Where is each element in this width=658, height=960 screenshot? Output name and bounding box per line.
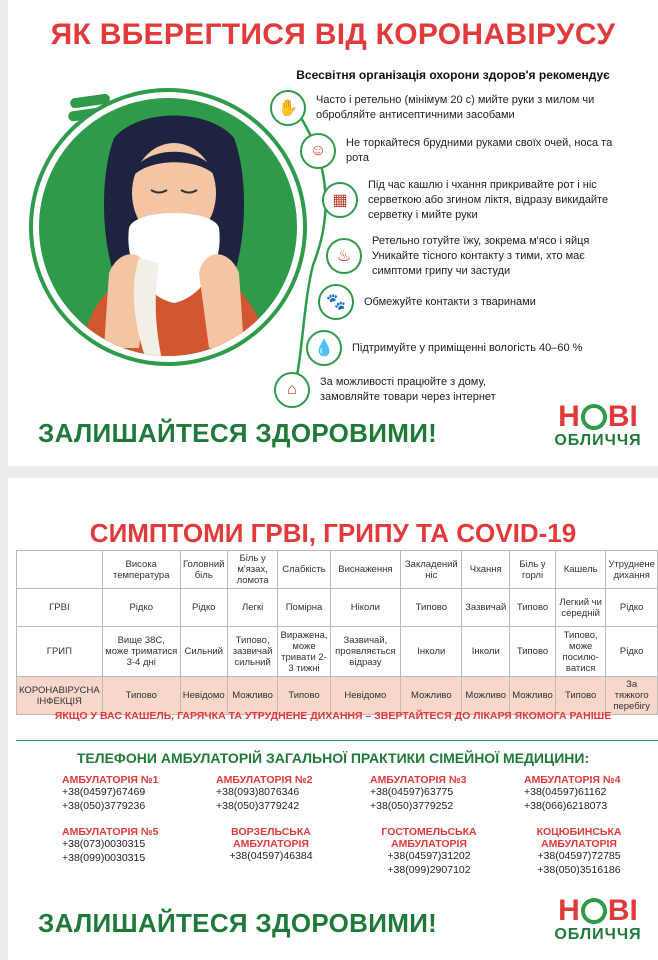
clinic-2: [216, 774, 366, 813]
table-cell: Рідко: [102, 589, 180, 627]
clinic-4: [524, 774, 658, 813]
table-cell: Типово: [510, 589, 556, 627]
clinic-name: КОЦЮБИНСЬКА АМБУЛАТОРІЯ: [536, 826, 622, 850]
tip-text: Підтримуйте у приміщенні вологість 40–60 %: [352, 341, 583, 354]
logo-subtext: ОБЛИЧЧЯ: [554, 926, 642, 943]
table-cell: Рідко: [180, 589, 227, 627]
tip-text: Не торкайтеся брудними руками своїх очей, носа та рота: [346, 137, 613, 164]
table-cell: Зазвичай, проявляється відразу: [330, 627, 401, 677]
symptoms-table: [16, 550, 658, 715]
animal-icon: 🐾: [318, 284, 354, 320]
table-header-cell: Біль у м'язах, ломота: [227, 551, 278, 589]
table-cell: Інколи: [401, 627, 462, 677]
table-header-cell: Слабкість: [278, 551, 330, 589]
tip-hand-washing: [270, 90, 640, 126]
table-header-row: [17, 551, 658, 589]
clinic-phone: +38(04597)67469: [62, 786, 146, 798]
table-header-cell: Утруднене дихання: [606, 551, 658, 589]
clinic-name: ГОСТОМЕЛЬСЬКА АМБУЛАТОРІЯ: [381, 826, 477, 850]
clinic-name: АМБУЛАТОРІЯ №4: [524, 774, 621, 786]
clinic-phone: +38(04597)72785: [537, 850, 621, 862]
table-cell: Типово, може посилю-ватися: [555, 627, 605, 677]
clinic-phone: +38(093)8076346: [216, 786, 300, 798]
clinic-1: [62, 774, 212, 813]
table-cell: Невідомо: [180, 677, 227, 715]
table-cell: Типово: [510, 627, 556, 677]
clinic-phone: +38(050)3516186: [537, 863, 621, 876]
clinic-phone: +38(04597)61162: [524, 786, 607, 798]
logo-letter: Н: [558, 400, 580, 433]
table-cell: Легкі: [227, 589, 278, 627]
clinic-hostomel: [354, 826, 504, 877]
table-cell: Рідко: [606, 627, 658, 677]
table-cell: Інколи: [462, 627, 510, 677]
table-cell: Можливо: [401, 677, 462, 715]
slogan: ЗАЛИШАЙТЕСЯ ЗДОРОВИМИ!: [38, 418, 438, 448]
row-label: ГРИП: [17, 627, 103, 677]
table-cell: Типово: [102, 677, 180, 715]
table-cell: Помірна: [278, 589, 330, 627]
logo-ring-icon: [581, 898, 607, 924]
slogan: ЗАЛИШАЙТЕСЯ ЗДОРОВИМИ!: [38, 908, 438, 938]
table-cell: Типово, зазвичай сильний: [227, 627, 278, 677]
poster-title: ЯК ВБЕРЕГТИСЯ ВІД КОРОНАВІРУСУ: [50, 18, 616, 51]
clinic-phone: +38(099)0030315: [62, 851, 146, 864]
table-cell: Типово: [555, 677, 605, 715]
row-label: ГРВІ: [17, 589, 103, 627]
table-cell: Можливо: [462, 677, 510, 715]
tip-text: Під час кашлю і чхання прикривайте рот і ніс серветкою або згином ліктя, відразу викидайте серветку і мийте руки: [368, 179, 609, 221]
table-header-cell: Закладений ніс: [401, 551, 462, 589]
sneezing-woman-illustration: [33, 92, 303, 362]
doctor-warning: ЯКЩО У ВАС КАШЕЛЬ, ГАРЯЧКА ТА УТРУДНЕНЕ ДИХАННЯ – ЗВЕРТАЙТЕСЯ ДО ЛІКАРЯ ЯКОМОГА РАНІШЕ: [54, 710, 612, 722]
clinic-phone: +38(066)6218073: [524, 799, 608, 812]
table-header-cell: Висока температура: [102, 551, 180, 589]
table-row-grvi: [17, 589, 658, 627]
tip-cover-cough: [322, 178, 658, 223]
clinic-phone: +38(050)3779236: [62, 799, 146, 812]
clinic-name: ВОРЗЕЛЬСЬКА АМБУЛАТОРІЯ: [231, 826, 311, 850]
symptoms-title: СИМПТОМИ ГРВІ, ГРИПУ ТА COVID-19: [89, 518, 577, 548]
clinic-phone: +38(073)0030315: [62, 838, 146, 850]
novi-oblychchia-logo: [548, 402, 648, 450]
tip-cook-food: [326, 234, 658, 279]
table-cell: Вище 38С, може триматися 3-4 дні: [102, 627, 180, 677]
logo-ring-icon: [581, 404, 607, 430]
house-icon: ⌂: [274, 372, 310, 408]
divider: [16, 740, 658, 741]
face-icon: ☺: [300, 133, 336, 169]
logo-subtext: ОБЛИЧЧЯ: [554, 432, 642, 449]
clinic-3: [370, 774, 520, 813]
table-cell: Рідко: [606, 589, 658, 627]
clinic-vorzel: [196, 826, 346, 864]
tissue-icon: ▦: [322, 182, 358, 218]
table-header-cell: Біль у горлі: [510, 551, 556, 589]
clinic-name: АМБУЛАТОРІЯ №5: [62, 826, 159, 838]
symptoms-poster: [8, 478, 658, 960]
tip-text: Ретельно готуйте їжу, зокрема м'ясо і яйця Уникайте тісного контакту з тими, хто має симптоми грипу чи застуди: [372, 235, 590, 277]
woman-illustration: [39, 98, 303, 362]
table-cell: Зазвичай: [462, 589, 510, 627]
clinic-name: АМБУЛАТОРІЯ №3: [370, 774, 467, 786]
table-row-covid: [17, 677, 658, 715]
table-cell: Можливо: [227, 677, 278, 715]
tip-no-face-touch: [300, 133, 658, 169]
table-cell: Типово: [278, 677, 330, 715]
clinic-phone: +38(050)3779242: [216, 799, 300, 812]
tip-text: Часто і ретельно (мінімум 20 с) мийте руки з милом чи обробляйте антисептичними засобами: [316, 94, 595, 121]
clinic-phone: +38(04597)63775: [370, 786, 454, 798]
clinic-name: АМБУЛАТОРІЯ №2: [216, 774, 313, 786]
clinic-phone: +38(04597)46384: [229, 850, 313, 862]
row-label: КОРОНАВІРУСНА ІНФЕКЦІЯ: [17, 677, 103, 715]
water-drops-icon: 💧: [306, 330, 342, 366]
logo-letters: ВІ: [607, 400, 638, 433]
table-cell: Легкий чи середній: [555, 589, 605, 627]
hand-wash-icon: ✋: [270, 90, 306, 126]
clinic-phone: +38(099)2907102: [387, 863, 471, 876]
phones-title: ТЕЛЕФОНИ АМБУЛАТОРІЙ ЗАГАЛЬНОЇ ПРАКТИКИ СІМЕЙНОЇ МЕДИЦИНИ:: [76, 750, 590, 766]
logo-letter: Н: [558, 894, 580, 927]
tip-text: За можливості працюйте з дому, замовляйте товари через інтернет: [320, 376, 496, 403]
table-cell: Невідомо: [330, 677, 401, 715]
clinic-phone: +38(04597)31202: [387, 850, 471, 862]
prevention-poster: [8, 0, 658, 466]
logo-letters: ВІ: [607, 894, 638, 927]
table-header-cell: Виснаження: [330, 551, 401, 589]
table-cell: За тяжкого перебігу: [606, 677, 658, 715]
clinic-kotsiubynske: [504, 826, 654, 877]
clinic-name: АМБУЛАТОРІЯ №1: [62, 774, 159, 786]
novi-oblychchia-logo: [548, 896, 648, 944]
poster-subtitle: Всесвітня організація охорони здоров'я рекомендує: [296, 68, 610, 82]
tip-text: Обмежуйте контакти з тваринами: [364, 295, 536, 308]
clinic-phone: +38(050)3779252: [370, 799, 454, 812]
table-cell: Сильний: [180, 627, 227, 677]
tip-limit-animals: [318, 284, 658, 320]
table-cell: Виражена, може тривати 2-3 тижні: [278, 627, 330, 677]
table-cell: Можливо: [510, 677, 556, 715]
table-header-cell: Кашель: [555, 551, 605, 589]
tip-humidity: [306, 330, 658, 366]
table-cell: Ніколи: [330, 589, 401, 627]
table-header-cell: [17, 551, 103, 589]
table-cell: Типово: [401, 589, 462, 627]
table-header-cell: Чхання: [462, 551, 510, 589]
clinic-5: [62, 826, 212, 865]
cooking-pot-icon: ♨: [326, 238, 362, 274]
table-row-flu: [17, 627, 658, 677]
table-header-cell: Головний біль: [180, 551, 227, 589]
